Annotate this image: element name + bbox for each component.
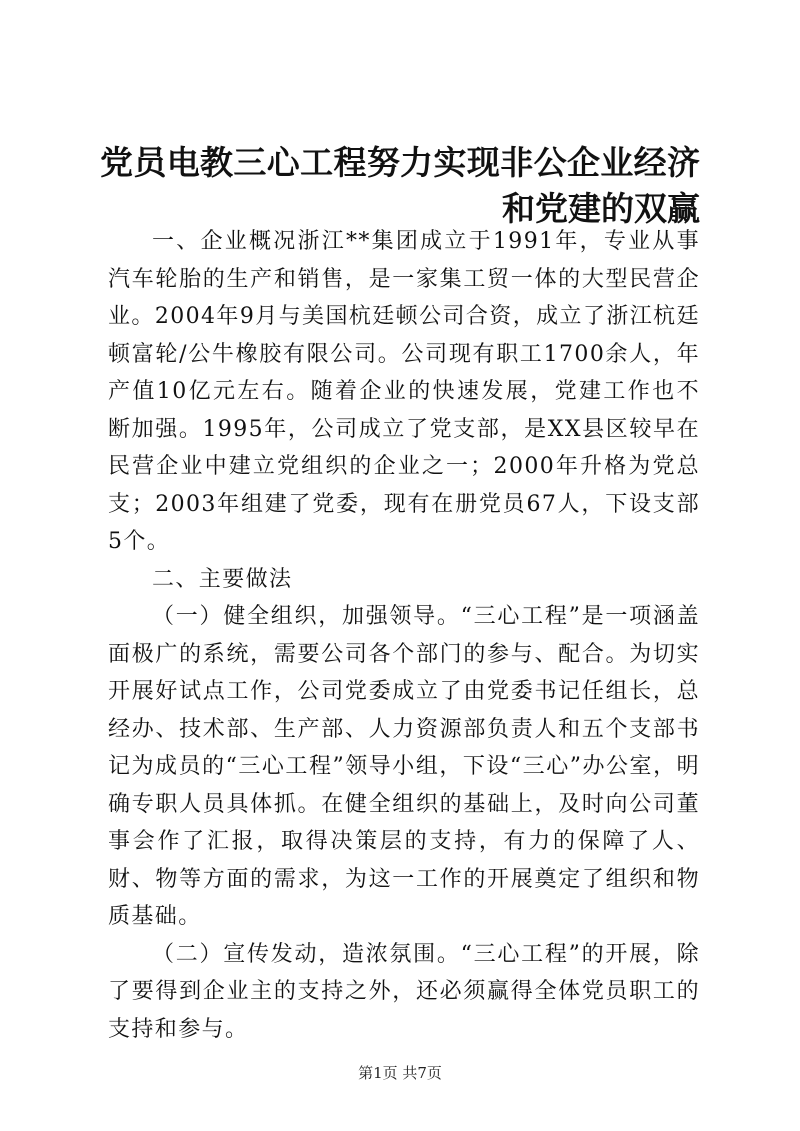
- page-footer: 第1页 共7页: [358, 1064, 442, 1082]
- paragraph-publicity: （二）宣传发动，造浓氛围。“三心工程”的开展，除了要得到企业主的支持之外，还必须赢得全体党员职工的支持和参与。: [108, 941, 700, 1042]
- document-title: 党员电教三心工程努力实现非公企业经济和党建的双赢: [100, 143, 700, 228]
- paragraph-organization: （一）健全组织，加强领导。“三心工程”是一项涵盖面极广的系统，需要公司各个部门的参与、配合。为切实开展好试点工作，公司党委成立了由党委书记任组长，总经办、技术部、生产部、人力资源部负责人和五个支部书记为成员的“三心工程”领导小组，下设“三心”办公室，明确专职人员具体抓。在健全组织的基础上，及时向公司董事会作了汇报，取得决策层的支持，有力的保障了人、财、物等方面的需求，为这一工作的开展奠定了组织和物质基础。: [108, 604, 700, 929]
- document-body: [108, 223, 700, 1048]
- paragraph-overview: 一、企业概况浙江**集团成立于1991年，专业从事汽车轮胎的生产和销售，是一家集工贸一体的大型民营企业。2004年9月与美国杭廷顿公司合资，成立了浙江杭廷顿富轮/公牛橡胶有限公司。公司现有职工1700余人，年产值10亿元左右。随着企业的快速发展，党建工作也不断加强。1995年，公司成立了党支部，是XX县区较早在民营企业中建立党组织的企业之一；2000年升格为党总支；2003年组建了党委，现有在册党员67人，下设支部5个。: [108, 229, 700, 554]
- section-heading-main-practices: 二、主要做法: [152, 566, 293, 592]
